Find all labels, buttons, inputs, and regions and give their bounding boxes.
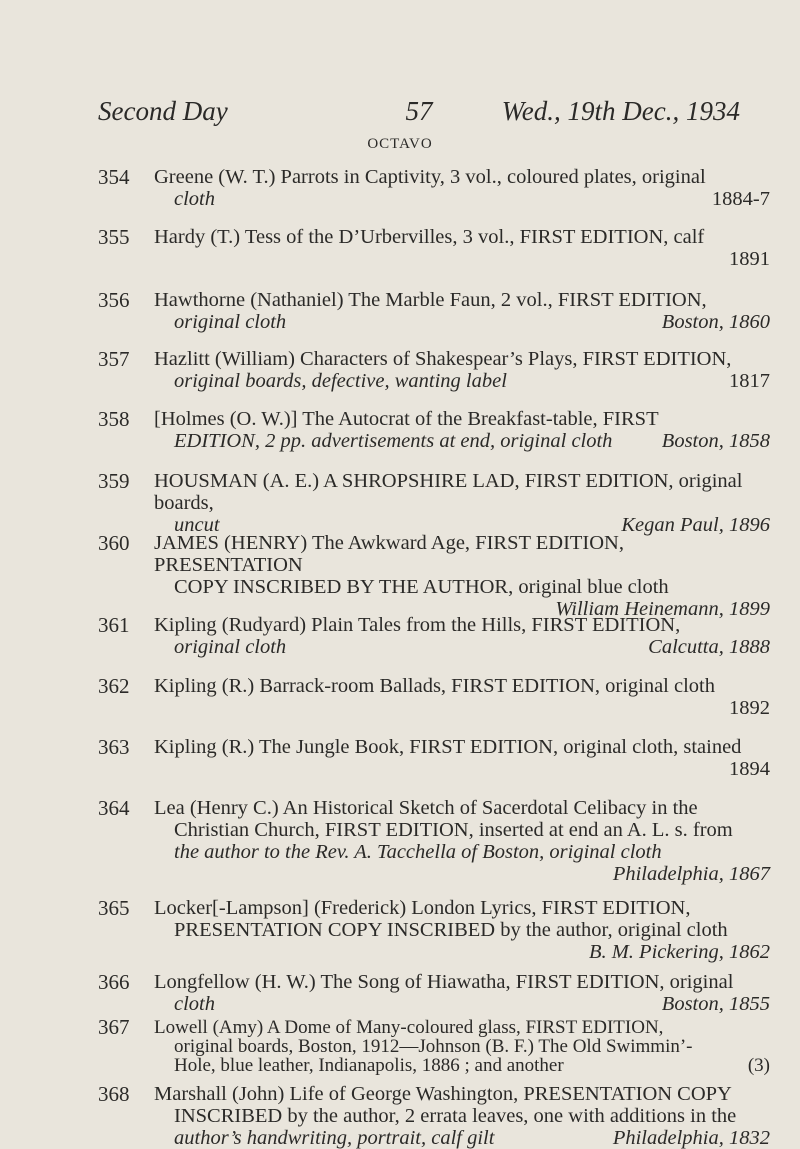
lot-entry <box>98 166 770 210</box>
lot-line: original cloth <box>174 636 287 658</box>
lot-entry <box>98 1083 770 1149</box>
lot-line: cloth <box>174 993 215 1015</box>
lot-line: Lowell (Amy) A Dome of Many-coloured glass, FIRST EDITION, <box>154 1017 664 1038</box>
lot-date: Philadelphia, 1867 <box>612 863 770 885</box>
lot-publisher: William Heinemann, 1899 <box>555 598 770 620</box>
lot-number: 354 <box>98 165 130 189</box>
lot-line: Kipling (R.) The Jungle Book, FIRST EDITION, original cloth, stained <box>154 736 742 758</box>
lot-entry <box>98 1015 770 1076</box>
lot-number: 356 <box>98 288 130 312</box>
lot-date: Boston, 1860 <box>661 311 770 333</box>
lot-line: cloth <box>174 188 215 210</box>
lot-line: uncut <box>174 514 220 536</box>
lot-line: Locker[-Lampson] (Frederick) London Lyrics, FIRST EDITION, <box>154 897 691 919</box>
lot-line: Kipling (R.) Barrack-room Ballads, FIRST EDITION, original cloth <box>154 675 715 697</box>
header-date: Wed., 19th Dec., 1934 <box>501 96 740 126</box>
lot-number: 358 <box>98 407 130 431</box>
lot-date: Calcutta, 1888 <box>648 636 770 658</box>
lot-line: Christian Church, FIRST EDITION, inserted at end an A. L. s. from <box>174 819 733 841</box>
lot-number: 366 <box>98 970 130 994</box>
lot-line: the author to the Rev. A. Tacchella of Boston, original cloth <box>174 841 662 863</box>
lot-number: 359 <box>98 469 130 493</box>
lot-entry <box>98 289 770 333</box>
lot-date: Boston, 1858 <box>661 430 770 452</box>
lot-entry <box>98 736 770 780</box>
lot-date: 1817 <box>729 370 770 392</box>
lot-line: original boards, Boston, 1912—Johnson (B. F.) The Old Swimmin’- <box>174 1036 693 1057</box>
page-number: 57 <box>405 96 433 126</box>
page-header <box>98 96 740 130</box>
lot-publisher: B. M. Pickering, 1862 <box>588 941 770 963</box>
lot-entry <box>98 614 770 658</box>
lot-entry <box>98 470 770 536</box>
lot-line: Hawthorne (Nathaniel) The Marble Faun, 2 vol., FIRST EDITION, <box>154 289 707 311</box>
lot-number: 367 <box>98 1015 130 1039</box>
section-title: OCTAVO <box>367 136 433 152</box>
lot-number: 360 <box>98 531 130 555</box>
lot-date: 1892 <box>729 697 770 719</box>
lot-date: Boston, 1855 <box>661 993 770 1015</box>
lot-line: Longfellow (H. W.) The Song of Hiawatha, FIRST EDITION, original <box>154 971 734 993</box>
lot-entry <box>98 226 770 270</box>
lot-number: 368 <box>98 1082 130 1106</box>
lot-entry <box>98 971 770 1015</box>
lot-line: original cloth <box>174 311 287 333</box>
lot-entry <box>98 348 770 392</box>
lot-date: Kegan Paul, 1896 <box>621 514 770 536</box>
lot-number: 355 <box>98 225 130 249</box>
lot-line: JAMES (HENRY) The Awkward Age, FIRST EDITION, PRESENTATION <box>154 532 624 576</box>
lot-date: Philadelphia, 1832 <box>612 1127 770 1149</box>
lot-line: Hardy (T.) Tess of the D’Urbervilles, 3 vol., FIRST EDITION, calf <box>154 226 705 248</box>
lot-count: (3) <box>747 1055 770 1076</box>
lot-date: 1894 <box>729 758 770 780</box>
lot-entry <box>98 797 770 885</box>
lot-line: Greene (W. T.) Parrots in Captivity, 3 vol., coloured plates, original <box>154 166 706 188</box>
lot-line: INSCRIBED by the author, 2 errata leaves, one with additions in the <box>174 1105 737 1127</box>
lot-line: Hole, blue leather, Indianapolis, 1886 ; and another <box>174 1055 564 1076</box>
lot-entry <box>98 675 770 719</box>
lot-line: EDITION, 2 pp. advertisements at end, original cloth <box>174 430 613 452</box>
lot-line: COPY INSCRIBED BY THE AUTHOR, original blue cloth <box>174 576 669 598</box>
lot-number: 364 <box>98 796 130 820</box>
lot-date: 1884-7 <box>711 188 770 210</box>
lot-number: 362 <box>98 674 130 698</box>
lot-line: original boards, defective, wanting label <box>174 370 507 392</box>
lot-number: 361 <box>98 613 130 637</box>
lot-line: PRESENTATION COPY INSCRIBED by the author, original cloth <box>174 919 728 941</box>
header-day: Second Day <box>98 96 228 126</box>
lot-line: [Holmes (O. W.)] The Autocrat of the Breakfast-table, FIRST <box>154 408 659 430</box>
lot-date: 1891 <box>729 248 770 270</box>
lot-entry <box>98 408 770 452</box>
lot-number: 357 <box>98 347 130 371</box>
lot-entry <box>98 897 770 963</box>
lot-number: 365 <box>98 896 130 920</box>
lot-line: Kipling (Rudyard) Plain Tales from the Hills, FIRST EDITION, <box>154 614 681 636</box>
lot-line: author’s handwriting, portrait, calf gilt <box>174 1127 495 1149</box>
lot-line: Lea (Henry C.) An Historical Sketch of Sacerdotal Celibacy in the <box>154 797 698 819</box>
lot-line: HOUSMAN (A. E.) A SHROPSHIRE LAD, FIRST EDITION, original boards, <box>154 470 743 514</box>
lot-entry <box>98 532 770 620</box>
lot-line: Marshall (John) Life of George Washington, PRESENTATION COPY <box>154 1083 732 1105</box>
lot-number: 363 <box>98 735 130 759</box>
lot-line: Hazlitt (William) Characters of Shakespear’s Plays, FIRST EDITION, <box>154 348 732 370</box>
